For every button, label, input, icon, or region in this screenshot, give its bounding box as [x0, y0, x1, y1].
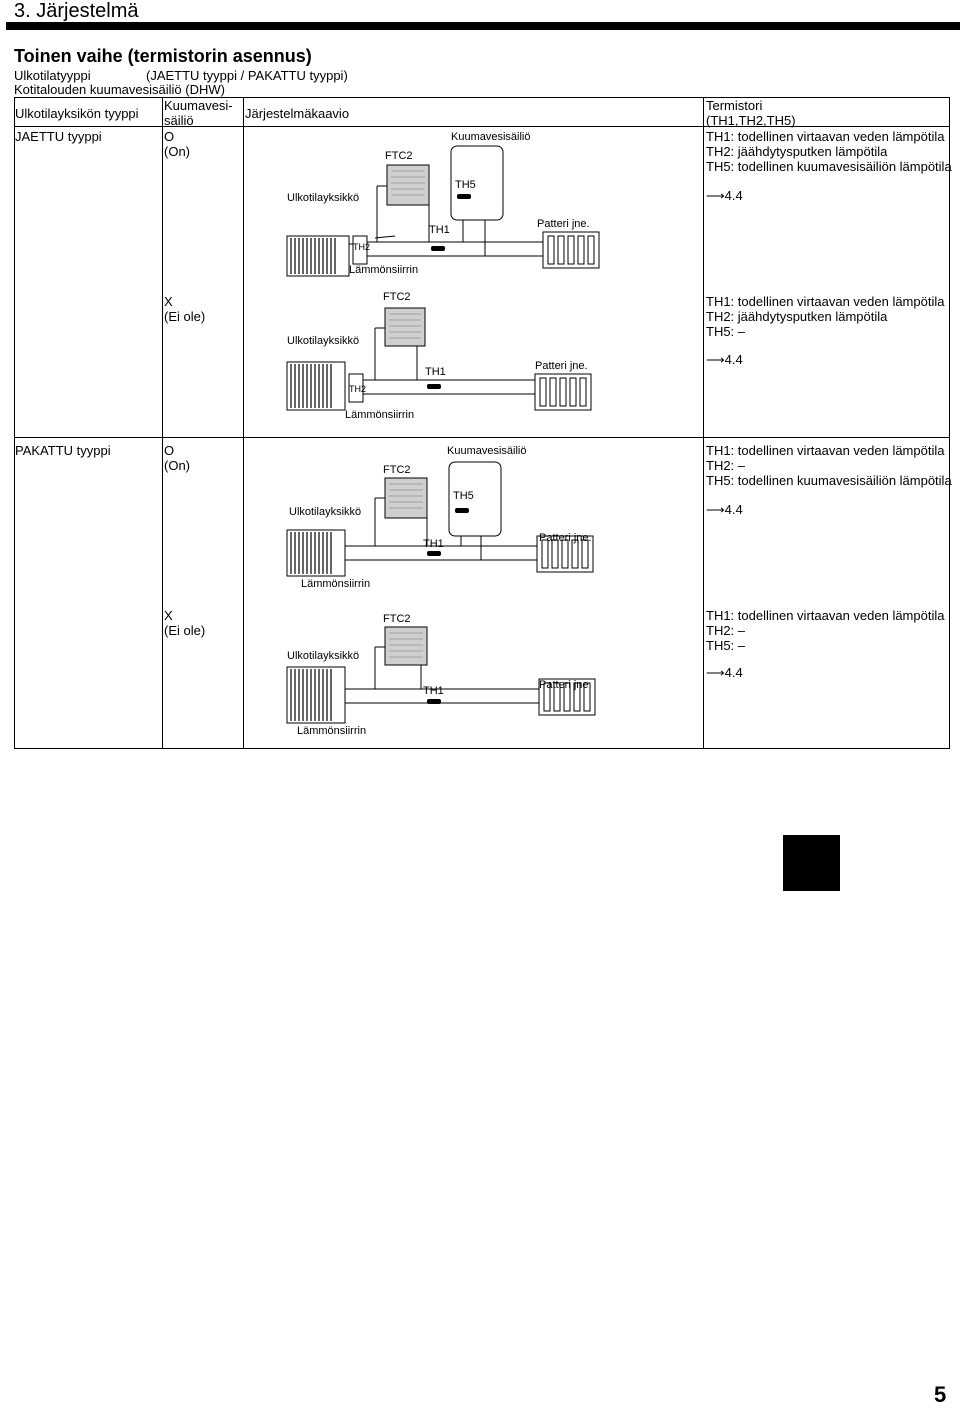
row1-therm-th5: TH5: todellinen kuumavesisäiliön lämpötila: [706, 159, 952, 174]
row3-therm-th1: TH1: todellinen virtaavan veden lämpötila: [706, 443, 945, 458]
row1-ref: [706, 188, 743, 204]
row1-tank-label: Kuumavesisäiliö: [451, 131, 531, 143]
row4-ref-value: 4.4: [724, 665, 743, 680]
row2-therm-th5: TH5: –: [706, 324, 746, 339]
row3-ftc-label: FTC2: [383, 464, 411, 476]
col-header-thermistor-2: (TH1,TH2,TH5): [706, 113, 796, 128]
row1-outdoor-unit-label: Ulkotilayksikkö: [287, 192, 360, 204]
row1-heat-exchanger-label: Lämmönsiirrin: [349, 264, 419, 276]
row1-therm-th2: TH2: jäähdytysputken lämpötila: [706, 144, 888, 159]
row2-th2-label: TH2: [349, 384, 367, 394]
row1-ftc-label: FTC2: [385, 150, 413, 162]
row2-diagram-svg: [245, 288, 703, 428]
col-header-tank-1: Kuumavesi-: [164, 98, 233, 113]
row3-radiator-label: Patteri jne.: [539, 532, 592, 544]
row2-th1-label: TH1: [425, 366, 446, 378]
row2-ftc-label: FTC2: [383, 291, 411, 303]
row3-tank-1: O: [164, 443, 175, 458]
row2-heat-exchanger-label: Lämmönsiirrin: [345, 409, 415, 421]
row2-outdoor-unit-label: Ulkotilayksikkö: [287, 335, 360, 347]
row1-th5-label: TH5: [455, 179, 476, 191]
arrow-icon: ⟶: [706, 188, 725, 203]
arrow-icon: ⟶: [706, 665, 725, 680]
row2-radiator-label: Patteri jne.: [535, 360, 588, 372]
row1-radiator-label: Patteri jne.: [537, 218, 590, 230]
row2-diagram: [245, 288, 703, 428]
col-header-diagram: Järjestelmäkaavio: [245, 106, 350, 121]
section-marker-block: [783, 835, 840, 891]
row4-heat-exchanger-label: Lämmönsiirrin: [297, 725, 367, 737]
row1-diagram: [245, 126, 703, 286]
row3-type: PAKATTU tyyppi: [15, 443, 111, 458]
page-title: Toinen vaihe (termistorin asennus): [14, 46, 312, 66]
arrow-icon: ⟶: [706, 502, 725, 517]
row3-therm-th2: TH2: –: [706, 458, 746, 473]
outdoor-type-value: (JAETTU tyyppi / PAKATTU tyyppi): [146, 68, 348, 83]
row3-tank-2: (On): [164, 458, 190, 473]
row4-ref: [706, 665, 743, 681]
row1-tank-2: (On): [164, 144, 190, 159]
row2-ref-value: 4.4: [724, 352, 743, 367]
row4-tank-2: (Ei ole): [164, 623, 206, 638]
row3-ref: [706, 502, 743, 518]
row1-th2-label: TH2: [353, 242, 371, 252]
row4-diagram: [245, 605, 703, 745]
row1-ref-value: 4.4: [724, 188, 743, 203]
row4-therm-th2: TH2: –: [706, 623, 746, 638]
row3-outdoor-unit-label: Ulkotilayksikkö: [289, 506, 362, 518]
row4-ftc-label: FTC2: [383, 613, 411, 625]
row1-tank-1: O: [164, 129, 175, 144]
col-header-thermistor-1: Termistori: [706, 98, 763, 113]
col-header-unit-type: Ulkotilayksikön tyyppi: [15, 106, 139, 121]
arrow-icon: ⟶: [706, 352, 725, 367]
row2-ref: [706, 352, 743, 368]
row4-diagram-svg: [245, 605, 703, 745]
row4-outdoor-unit-label: Ulkotilayksikkö: [287, 650, 360, 662]
row2-therm-th2: TH2: jäähdytysputken lämpötila: [706, 309, 888, 324]
row4-radiator-label: Patteri jne.: [539, 679, 592, 691]
col-header-tank-2: säiliö: [164, 113, 194, 128]
row2-tank-1: X: [164, 294, 173, 309]
row3-tank-label: Kuumavesisäiliö: [447, 445, 527, 457]
row3-therm-th5: TH5: todellinen kuumavesisäiliön lämpötila: [706, 473, 952, 488]
header-bar: [6, 22, 960, 30]
row4-tank-1: X: [164, 608, 173, 623]
dhw-label: Kotitalouden kuumavesisäiliö (DHW): [14, 82, 225, 97]
row3-th1-label: TH1: [423, 538, 444, 550]
page-number: 5: [934, 1382, 947, 1407]
row2-tank-2: (Ei ole): [164, 309, 206, 324]
row4-therm-th1: TH1: todellinen virtaavan veden lämpötila: [706, 608, 945, 623]
row3-heat-exchanger-label: Lämmönsiirrin: [301, 578, 371, 590]
row3-diagram: [245, 440, 703, 595]
row1-therm-th1: TH1: todellinen virtaavan veden lämpötila: [706, 129, 945, 144]
row3-ref-value: 4.4: [724, 502, 743, 517]
row1-diagram-svg: [245, 126, 703, 286]
row4-therm-th5: TH5: –: [706, 638, 746, 653]
row3-th5-label: TH5: [453, 490, 474, 502]
outdoor-type-label: Ulkotilatyyppi: [14, 68, 91, 83]
row1-th1-label: TH1: [429, 224, 450, 236]
row4-th1-label: TH1: [423, 685, 444, 697]
row2-therm-th1: TH1: todellinen virtaavan veden lämpötila: [706, 294, 945, 309]
section-title: 3. Järjestelmä: [14, 0, 139, 22]
row1-type: JAETTU tyyppi: [15, 129, 102, 144]
